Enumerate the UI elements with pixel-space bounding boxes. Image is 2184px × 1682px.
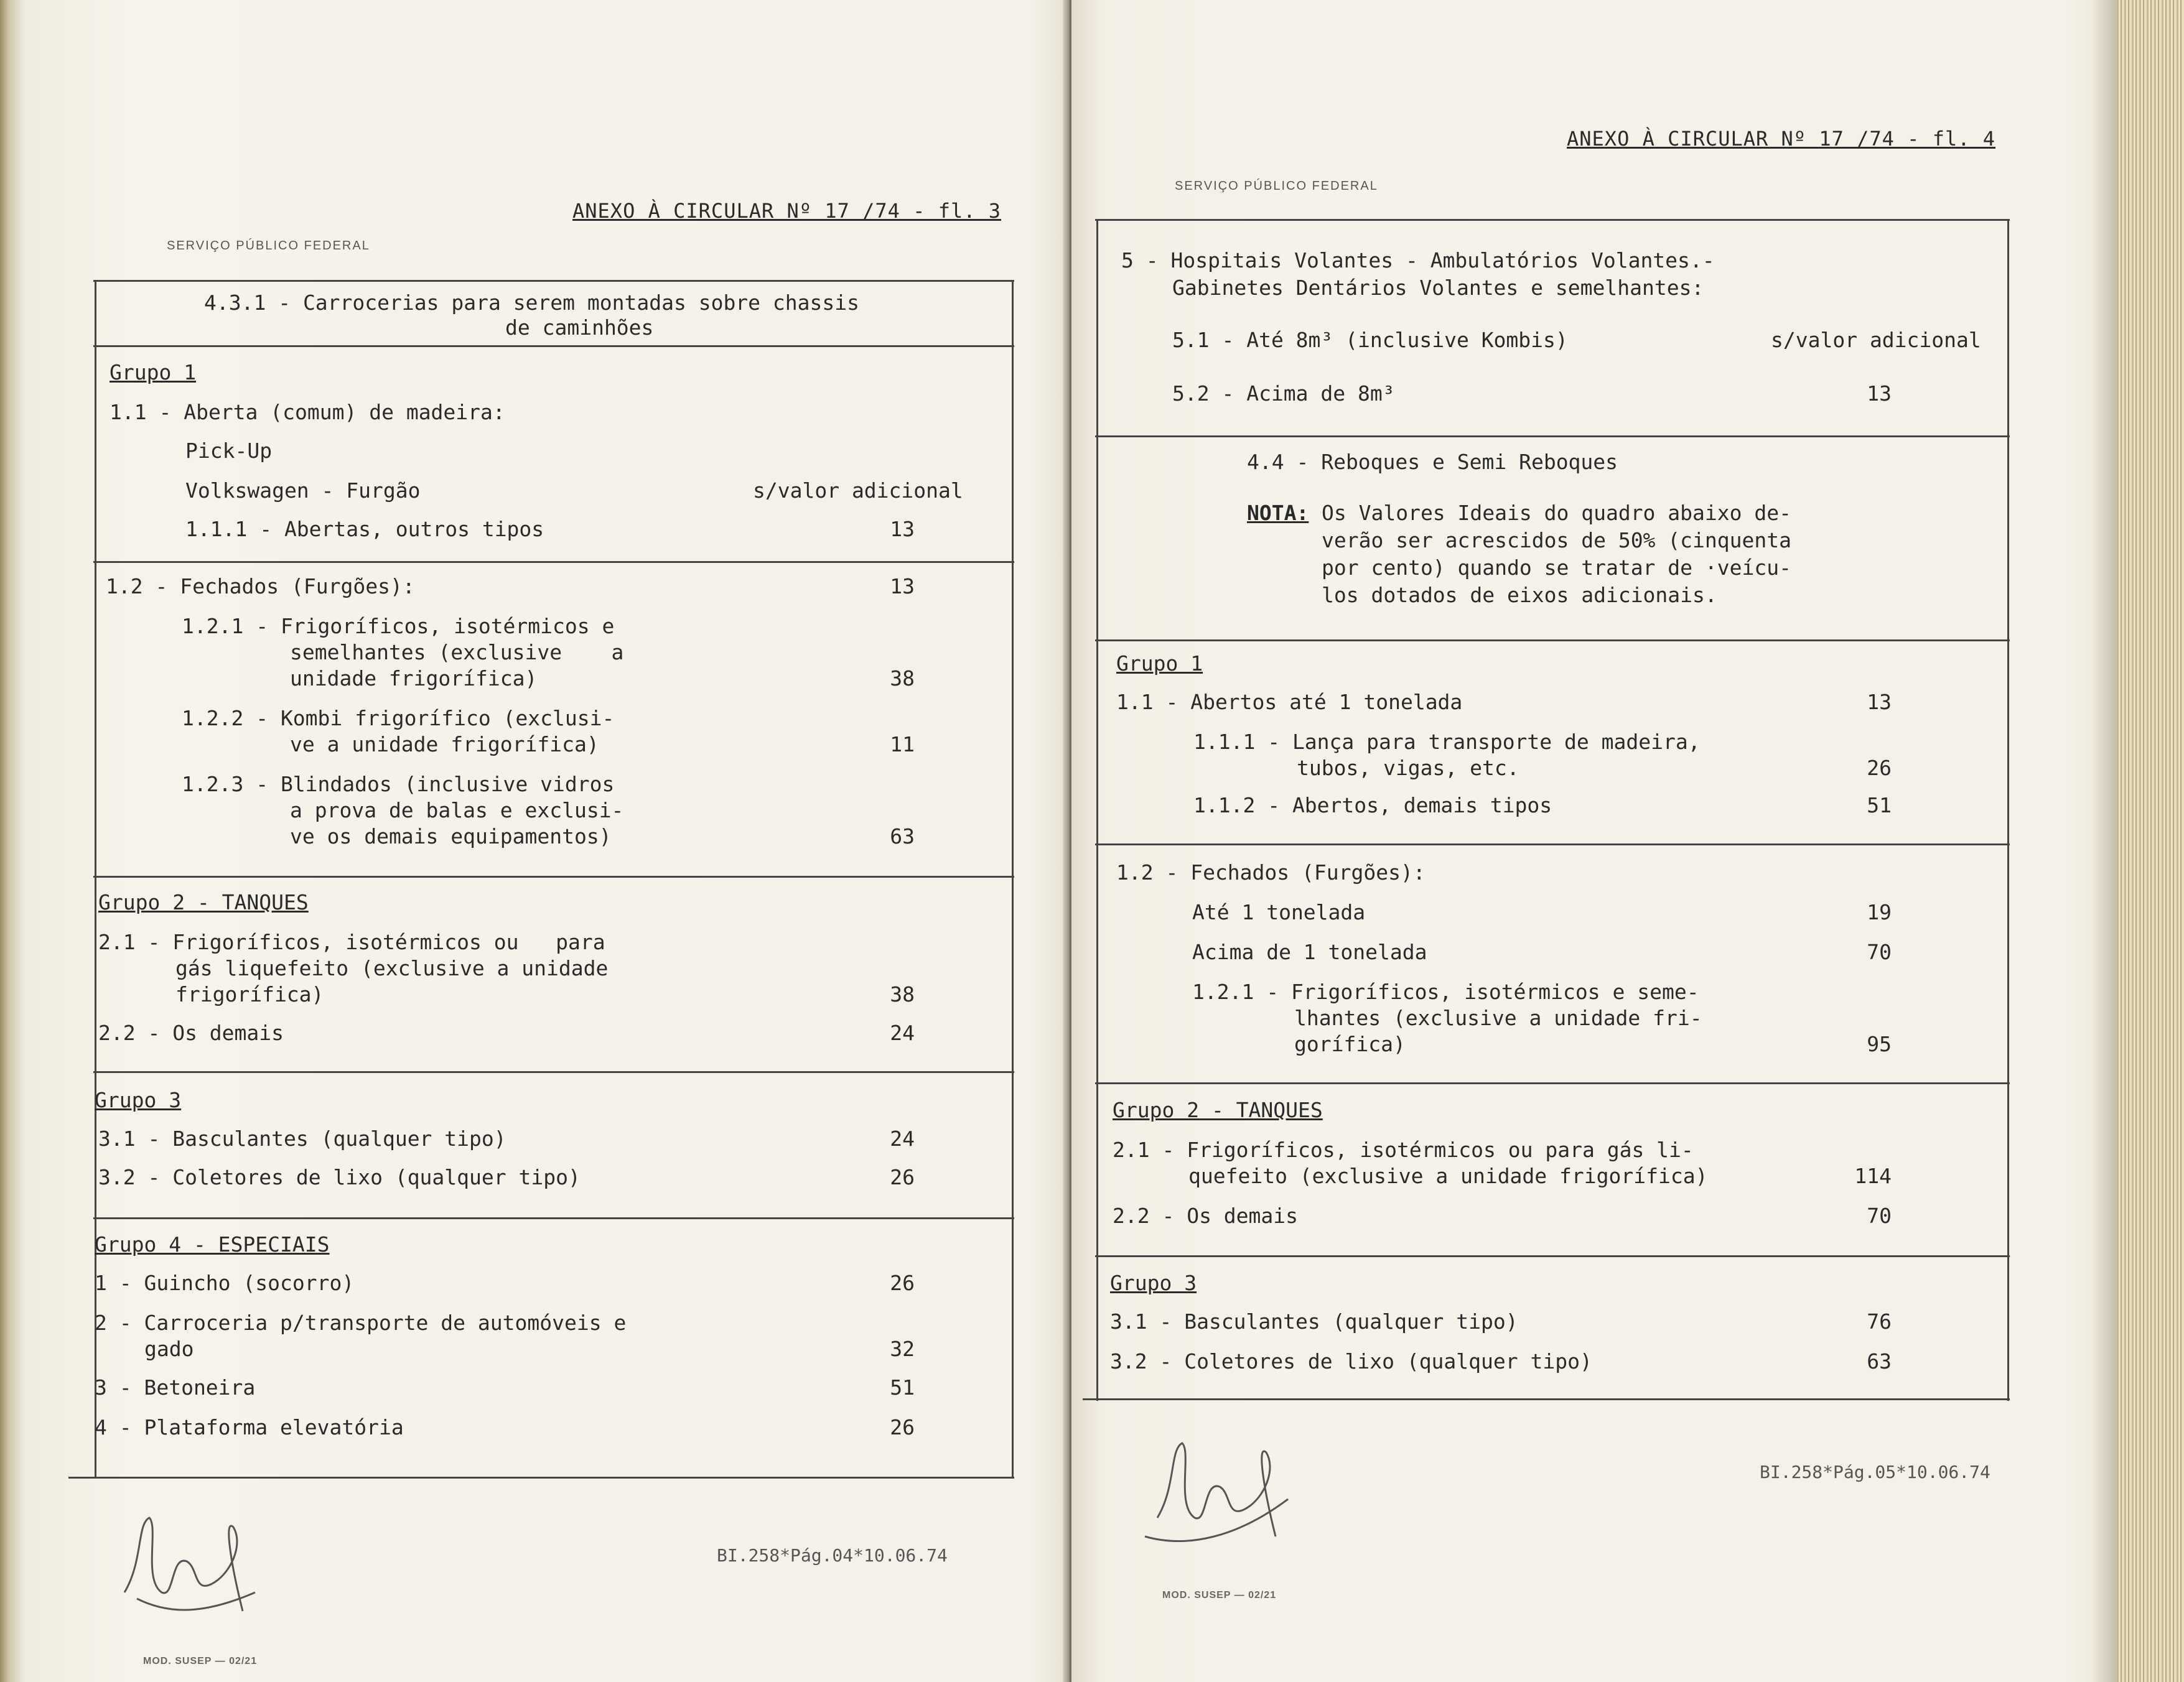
item-text: 1.2.1 - Frigoríficos, isotérmicos e seme- — [1192, 980, 1699, 1004]
item-value: 95 — [1867, 1032, 1892, 1056]
item-text: gado — [144, 1337, 194, 1361]
item-value: 24 — [890, 1021, 915, 1045]
item-text: gorífica) — [1294, 1032, 1406, 1056]
item-text: tubos, vigas, etc. — [1297, 756, 1519, 780]
group-heading: Grupo 1 — [1116, 651, 1203, 676]
item-text: 3 - Betoneira — [95, 1375, 256, 1400]
nota-text: verão ser acrescidos de 50% (cinquenta — [1322, 528, 1791, 552]
page-footer: BI.258*Pág.04*10.06.74 — [717, 1545, 948, 1566]
item-text: 1.2 - Fechados (Furgões): — [1116, 860, 1426, 885]
nota-label: NOTA: — [1247, 501, 1309, 525]
item-text: 2 - Carroceria p/transporte de automóveis e — [95, 1311, 627, 1335]
item-value: 51 — [1867, 793, 1892, 817]
item-text: Acima de 1 tonelada — [1192, 940, 1427, 964]
item-text: 1.1.1 - Lança para transporte de madeira, — [1193, 730, 1701, 754]
item-value: 19 — [1867, 900, 1892, 924]
item-text: 3.1 - Basculantes (qualquer tipo) — [1110, 1309, 1518, 1334]
item-text: 1.2.3 - Blindados (inclusive vidros — [182, 772, 615, 796]
item-text: a prova de balas e exclusi- — [290, 798, 624, 822]
item-text: 3.1 - Basculantes (qualquer tipo) — [98, 1127, 506, 1151]
item-text: ve os demais equipamentos) — [290, 824, 612, 848]
item-value: 26 — [890, 1271, 915, 1295]
item-text: Até 1 tonelada — [1192, 900, 1366, 924]
item-value: 26 — [1867, 756, 1892, 780]
item-text: 2.2 - Os demais — [1113, 1204, 1299, 1228]
item-text: unidade frigorífica) — [290, 666, 538, 690]
table-border-right — [2007, 219, 2009, 1401]
item-text: 3.2 - Coletores de lixo (qualquer tipo) — [98, 1165, 581, 1189]
service-header: SERVIÇO PÚBLICO FEDERAL — [167, 239, 370, 253]
item-value: 63 — [1867, 1349, 1892, 1373]
group-heading: Grupo 1 — [110, 360, 197, 384]
item-text: 2.1 - Frigoríficos, isotérmicos ou para gás li- — [1113, 1138, 1694, 1162]
item-text: ve a unidade frigorífica) — [290, 732, 599, 756]
divider — [93, 345, 1014, 347]
item-text: 1.1 - Abertos até 1 tonelada — [1116, 690, 1463, 714]
section-title: Gabinetes Dentários Volantes e semelhantes: — [1172, 276, 1704, 300]
item-value: 38 — [890, 982, 915, 1006]
annex-header: ANEXO À CIRCULAR Nº 17 /74 - fl. 3 — [572, 199, 1002, 223]
item-value: 13 — [890, 517, 915, 541]
item-text: 1 - Guincho (socorro) — [95, 1271, 355, 1295]
item-value: 24 — [890, 1127, 915, 1151]
table-title-cont: de caminhões — [505, 315, 654, 340]
group-heading: Grupo 2 - TANQUES — [98, 890, 309, 914]
item-text: 1.2.2 - Kombi frigorífico (exclusi- — [182, 706, 615, 730]
item-value: s/valor adicional — [753, 478, 963, 503]
group-heading: Grupo 2 - TANQUES — [1113, 1098, 1323, 1122]
item-text: Pick-Up — [185, 439, 273, 463]
page-edge-shadow — [2091, 0, 2118, 1682]
form-code: MOD. SUSEP — 02/21 — [143, 1656, 258, 1666]
table-border-top — [1095, 219, 2010, 221]
item-text: 2.2 - Os demais — [98, 1021, 284, 1045]
annex-header: ANEXO À CIRCULAR Nº 17 /74 - fl. 4 — [1567, 127, 1996, 151]
item-value: 32 — [890, 1337, 915, 1361]
nota-text: Os Valores Ideais do quadro abaixo de- — [1322, 501, 1791, 525]
service-header: SERVIÇO PÚBLICO FEDERAL — [1175, 179, 1378, 193]
divider — [93, 561, 1014, 563]
item-text: semelhantes (exclusive a — [290, 640, 624, 664]
signature-icon — [100, 1468, 286, 1655]
group-heading: Grupo 4 - ESPECIAIS — [95, 1232, 330, 1257]
item-text: 1.1.2 - Abertos, demais tipos — [1193, 793, 1552, 817]
divider — [93, 1217, 1014, 1219]
divider — [1095, 1082, 2010, 1084]
item-text: lhantes (exclusive a unidade fri- — [1294, 1006, 1702, 1030]
item-text: 2.1 - Frigoríficos, isotérmicos ou para — [98, 930, 605, 954]
section-title: 4.4 - Reboques e Semi Reboques — [1247, 450, 1618, 474]
item-text: gás liquefeito (exclusive a unidade — [175, 956, 609, 980]
item-text: 1.1 - Aberta (comum) de madeira: — [110, 400, 505, 424]
table-border-right — [1012, 280, 1014, 1478]
nota-text: por cento) quando se tratar de ·veícu- — [1322, 555, 1791, 580]
item-text: Volkswagen - Furgão — [185, 478, 421, 503]
item-value: 63 — [890, 824, 915, 848]
table-border-top — [93, 280, 1014, 282]
item-value: 70 — [1867, 1204, 1892, 1228]
item-text: 5.2 - Acima de 8m³ — [1172, 381, 1395, 406]
divider — [93, 1071, 1014, 1073]
item-value: 76 — [1867, 1309, 1892, 1334]
item-value: 70 — [1867, 940, 1892, 964]
divider — [1095, 843, 2010, 845]
item-text: 4 - Plataforma elevatória — [95, 1415, 404, 1439]
item-text: 1.1.1 - Abertas, outros tipos — [185, 517, 544, 541]
item-text: 5.1 - Até 8m³ (inclusive Kombis) — [1172, 328, 1568, 352]
divider — [1095, 1255, 2010, 1257]
item-value: 11 — [890, 732, 915, 756]
section-title: 5 - Hospitais Volantes - Ambulatórios Volantes.- — [1121, 248, 1715, 272]
item-value: s/valor adicional — [1771, 328, 1981, 352]
group-heading: Grupo 3 — [1110, 1271, 1197, 1295]
divider — [1095, 435, 2010, 437]
nota-text: los dotados de eixos adicionais. — [1322, 583, 1717, 607]
item-value: 26 — [890, 1415, 915, 1439]
item-value: 13 — [890, 574, 915, 598]
item-value: 13 — [1867, 381, 1892, 406]
item-text: 1.2 - Fechados (Furgões): — [106, 574, 415, 598]
item-value: 38 — [890, 666, 915, 690]
item-value: 114 — [1854, 1164, 1892, 1188]
page-footer: BI.258*Pág.05*10.06.74 — [1760, 1462, 1990, 1482]
item-value: 26 — [890, 1165, 915, 1189]
item-text: 3.2 - Coletores de lixo (qualquer tipo) — [1110, 1349, 1592, 1373]
group-heading: Grupo 3 — [95, 1088, 182, 1112]
item-text: 1.2.1 - Frigoríficos, isotérmicos e — [182, 614, 615, 638]
divider — [93, 876, 1014, 878]
divider — [1095, 639, 2010, 641]
table-title: 4.3.1 - Carrocerias para serem montadas sobre chassis — [204, 290, 859, 315]
book-page-edges — [2117, 0, 2184, 1682]
item-value: 13 — [1867, 690, 1892, 714]
table-border-left — [95, 280, 96, 1478]
form-code: MOD. SUSEP — 02/21 — [1162, 1590, 1277, 1601]
table-border-left — [1096, 219, 1098, 1401]
item-text: quefeito (exclusive a unidade frigorífica) — [1188, 1164, 1708, 1188]
item-text: frigorífica) — [175, 982, 324, 1006]
signature-icon — [1132, 1393, 1319, 1568]
item-value: 51 — [890, 1375, 915, 1400]
